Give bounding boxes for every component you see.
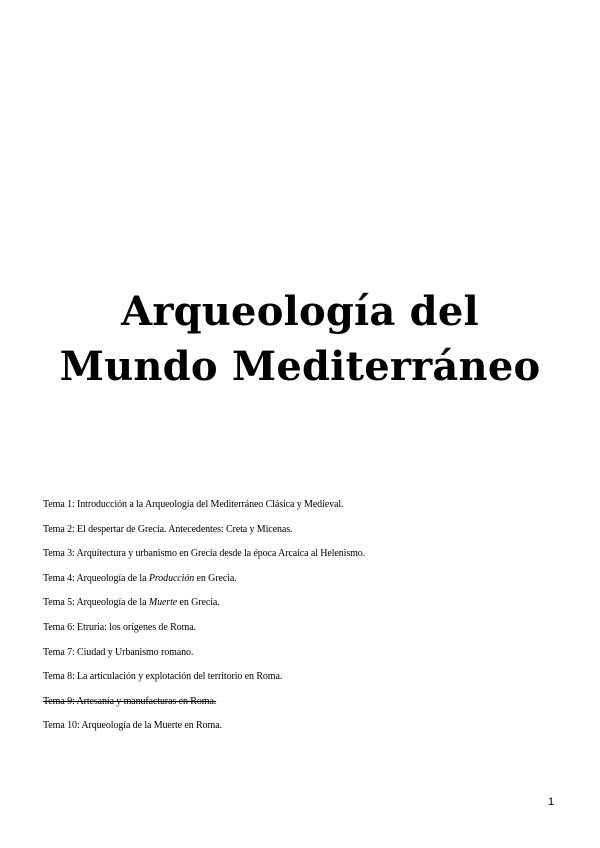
topic-list [43,496,563,742]
topic-item-8 [43,668,563,693]
topic-text: Tema 7: Ciudad y Urbanismo romano. [43,646,194,658]
page-number: 1 [548,796,555,808]
topic-item-4 [43,570,563,595]
topic-emphasis: Producción [148,572,195,584]
topic-item-2 [43,521,563,546]
topic-item-5 [43,594,563,619]
topic-text: Tema 10: Arqueología de la Muerte en Roma. [43,720,222,732]
topic-item-1 [43,496,563,521]
topic-text: Tema 9: Artesanía y manufacturas en Roma. [43,695,217,707]
topic-item-6 [43,619,563,644]
topic-text: Tema 5: Arqueología de la [43,597,149,609]
document-title-line-1: Arqueología del [121,288,479,335]
topic-item-9-struck [43,693,563,718]
topic-text: Tema 6: Etruria: los orígenes de Roma. [43,621,196,633]
topic-text-suffix: en Grecia. [177,597,220,609]
topic-emphasis: Muerte [148,597,178,609]
topic-text: Tema 3: Arquitectura y urbanismo en Grecia desde la época Arcaica al Helenismo. [43,548,366,560]
topic-text: Tema 4: Arqueología de la [43,572,149,584]
topic-item-10 [43,717,563,742]
document-title-line-2: Mundo Mediterráneo [59,343,541,390]
topic-item-7 [43,644,563,669]
topic-text: Tema 1: Introducción a la Arqueología del Mediterráneo Clásica y Medieval. [43,499,344,510]
topic-item-3 [43,545,563,570]
topic-text-suffix: en Grecia. [194,572,237,584]
topic-text: Tema 8: La articulación y explotación del territorio en Roma. [43,671,283,683]
topic-text: Tema 2: El despertar de Grecia. Antecedentes: Creta y Micenas. [43,523,293,535]
